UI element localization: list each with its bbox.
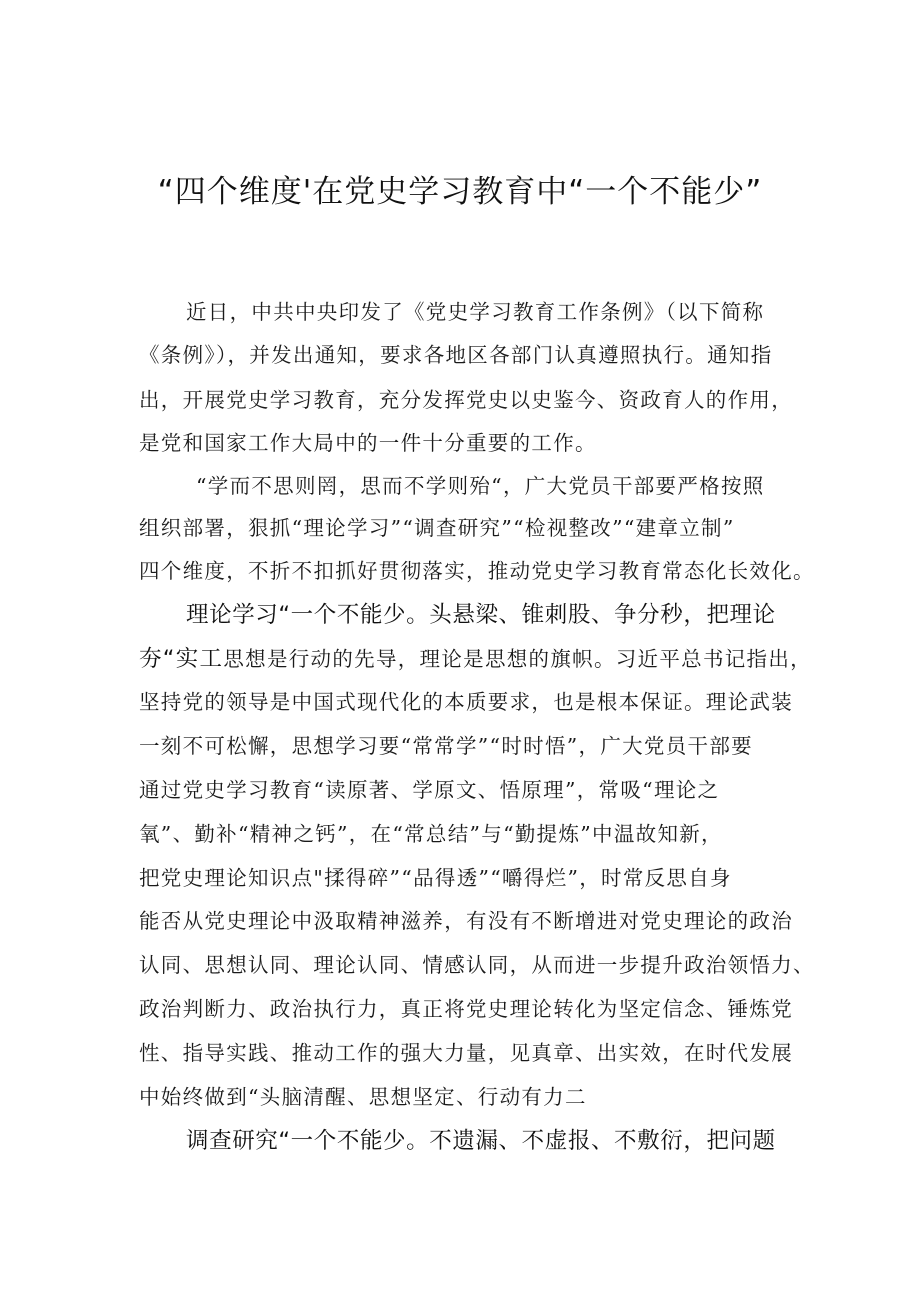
paragraph-line: 氧”、勤补“精神之钙”，在“常总结”与“勤提炼”中温故知新， [139, 822, 723, 846]
paragraph-line: 《条例》），并发出通知，要求各地区各部门认真遵照执行。通知指 [139, 343, 773, 367]
section-heading-theory: 理论学习“一个不能少。头悬梁、锥刺股、争分秒，把理论 [186, 602, 776, 628]
heading-continuation: 夯“实工 [139, 646, 224, 672]
paragraph-line: 政治判断力、政治执行力，真正将党史理论转化为坚定信念、锤炼党 [139, 997, 793, 1021]
paragraph-line: 性、指导实践、推动工作的强大力量，见真章、出实效，在时代发展 [139, 1041, 793, 1065]
paragraph-line [139, 646, 812, 672]
section-heading-research: 调查研究“一个不能少。不遗漏、不虚报、不敷衍，把问题 [186, 1128, 776, 1154]
paragraph-line: 把党史理论知识点"揉得碎”“品得透”“嚼得烂”，时常反思自身 [139, 866, 732, 890]
paragraph-text: 思想是行动的先导，理论是思想的旗帜。习近平总书记指出， [223, 647, 812, 671]
paragraph-line: 是党和国家工作大局中的一件十分重要的工作。 [139, 431, 597, 455]
paragraph-line: 近日，中共中央印发了《党史学习教育工作条例》（以下简称 [186, 300, 765, 324]
paragraph-line: 认同、思想认同、理论认同、情感认同，从而进一步提升政治领悟力、 [139, 953, 815, 977]
paragraph-line: “学而不思则罔，思而不学则殆“，广大党员干部要严格按照 [196, 474, 765, 498]
paragraph-line: 坚持党的领导是中国式现代化的本质要求，也是根本保证。理论武装 [139, 690, 793, 714]
paragraph-line: 一刻不可松懈，思想学习要“常常学”“时时悟”，广大党员干部要 [139, 734, 753, 758]
document-title: “四个维度'在党史学习教育中“一个不能少” [157, 174, 763, 210]
paragraph-line: 出，开展党史学习教育，充分发挥党史以史鉴今、资政育人的作用， [139, 388, 793, 412]
paragraph-line: 通过党史学习教育“读原著、学原文、悟原理”，常吸“理论之 [139, 778, 720, 802]
paragraph-line: 四个维度，不折不扣抓好贯彻落实，推动党史学习教育常态化长效化。 [139, 559, 815, 583]
paragraph-line: 组织部署，狠抓“理论学习”“调查研究”“检视整改”“建章立制” [139, 516, 735, 540]
paragraph-line: 能否从党史理论中汲取精神滋养，有没有不断增进对党史理论的政治 [139, 909, 793, 933]
paragraph-line: 中始终做到“头脑清醒、思想坚定、行动有力二 [139, 1085, 587, 1109]
